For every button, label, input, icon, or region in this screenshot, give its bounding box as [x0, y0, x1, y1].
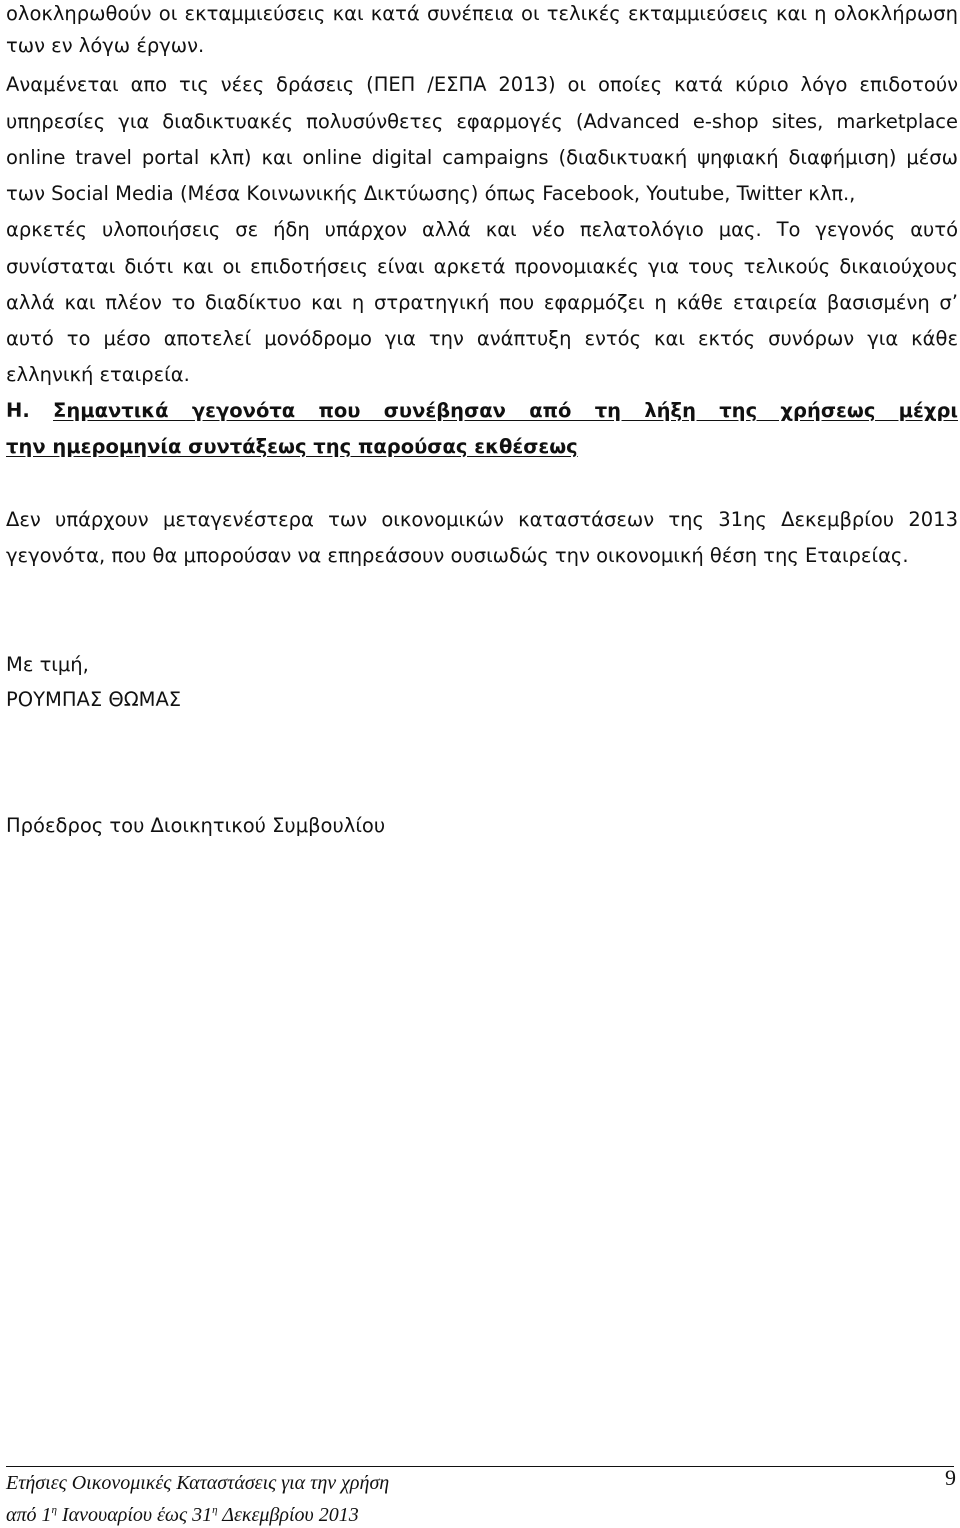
paragraph-line: γεγονότα, που θα μπορούσαν να επηρεάσουν ουσιωδώς την οικονομική θέση της Εταιρείας. — [6, 544, 909, 567]
paragraph-line: αρκετές υλοποιήσεις σε ήδη υπάρχον αλλά και νέο πελατολόγιο μας. Το γεγονός αυτό — [6, 218, 958, 241]
page-number: 9 — [945, 1465, 956, 1490]
footer-period-middle: Ιανουαρίου έως 31 — [57, 1504, 213, 1526]
signer-title: Πρόεδρος του Διοικητικού Συμβουλίου — [6, 814, 386, 837]
footer-period-sup-start: η — [51, 1504, 57, 1516]
footer-divider — [6, 1466, 954, 1467]
section-heading-title-line2: την ημερομηνία συντάξεως της παρούσας εκθέσεως — [6, 435, 578, 458]
paragraph-line: υπηρεσίες για διαδικτυακές πολυσύνθετες εφαρμογές (Advanced e-shop sites, marketplace — [6, 110, 958, 133]
paragraph-line: αλλά και πλέον το διαδίκτυο και η στρατηγική που εφαρμόζει η κάθε εταιρεία βασισμένη σ’ — [6, 291, 958, 314]
section-heading — [6, 397, 958, 425]
paragraph-line: ολοκληρωθούν οι εκταμμιεύσεις και κατά συνέπεια οι τελικές εκταμμιεύσεις και η ολοκλήρωση — [6, 2, 958, 25]
section-heading-letter: Η. — [6, 399, 30, 422]
footer-period-suffix: Δεκεμβρίου 2013 — [217, 1504, 359, 1526]
paragraph-line: online travel portal κλπ) και online digital campaigns (διαδικτυακή ψηφιακή διαφήμιση) μέσω — [6, 146, 958, 169]
footer-period — [6, 1497, 359, 1528]
closing-text: Με τιμή, — [6, 653, 89, 676]
paragraph-line: των Social Media (Μέσα Κοινωνικής Δικτύωσης) όπως Facebook, Youtube, Twitter κλπ., — [6, 182, 856, 205]
paragraph-line: αυτό το μέσο αποτελεί μονόδρομο για την ανάπτυξη εντός και εκτός συνόρων για κάθε — [6, 327, 958, 350]
paragraph-line: των εν λόγω έργων. — [6, 34, 205, 57]
paragraph-line: συνίσταται διότι και οι επιδοτήσεις είναι αρκετά προνομιακές για τους τελικούς δικαιούχους — [6, 255, 958, 278]
signer-name: ΡΟΥΜΠΑΣ ΘΩΜΑΣ — [6, 688, 182, 711]
section-heading-continuation — [6, 433, 958, 461]
section-heading-title-line1: Σημαντικά γεγονότα που συνέβησαν από τη λήξη της χρήσεως μέχρι — [53, 399, 958, 422]
paragraph-line: Αναμένεται απο τις νέες δράσεις (ΠΕΠ /ΕΣΠΑ 2013) οι οποίες κατά κύριο λόγο επιδοτούν — [6, 73, 958, 96]
footer-title: Ετήσιες Οικονομικές Καταστάσεις για την χρήση — [6, 1472, 390, 1494]
paragraph-line: ελληνική εταιρεία. — [6, 363, 190, 386]
paragraph-line: Δεν υπάρχουν μεταγενέστερα των οικονομικών καταστάσεων της 31ης Δεκεμβρίου 2013 — [6, 508, 958, 531]
footer-period-prefix: από 1 — [6, 1504, 52, 1526]
footer-period-sup-end: η — [212, 1504, 218, 1516]
